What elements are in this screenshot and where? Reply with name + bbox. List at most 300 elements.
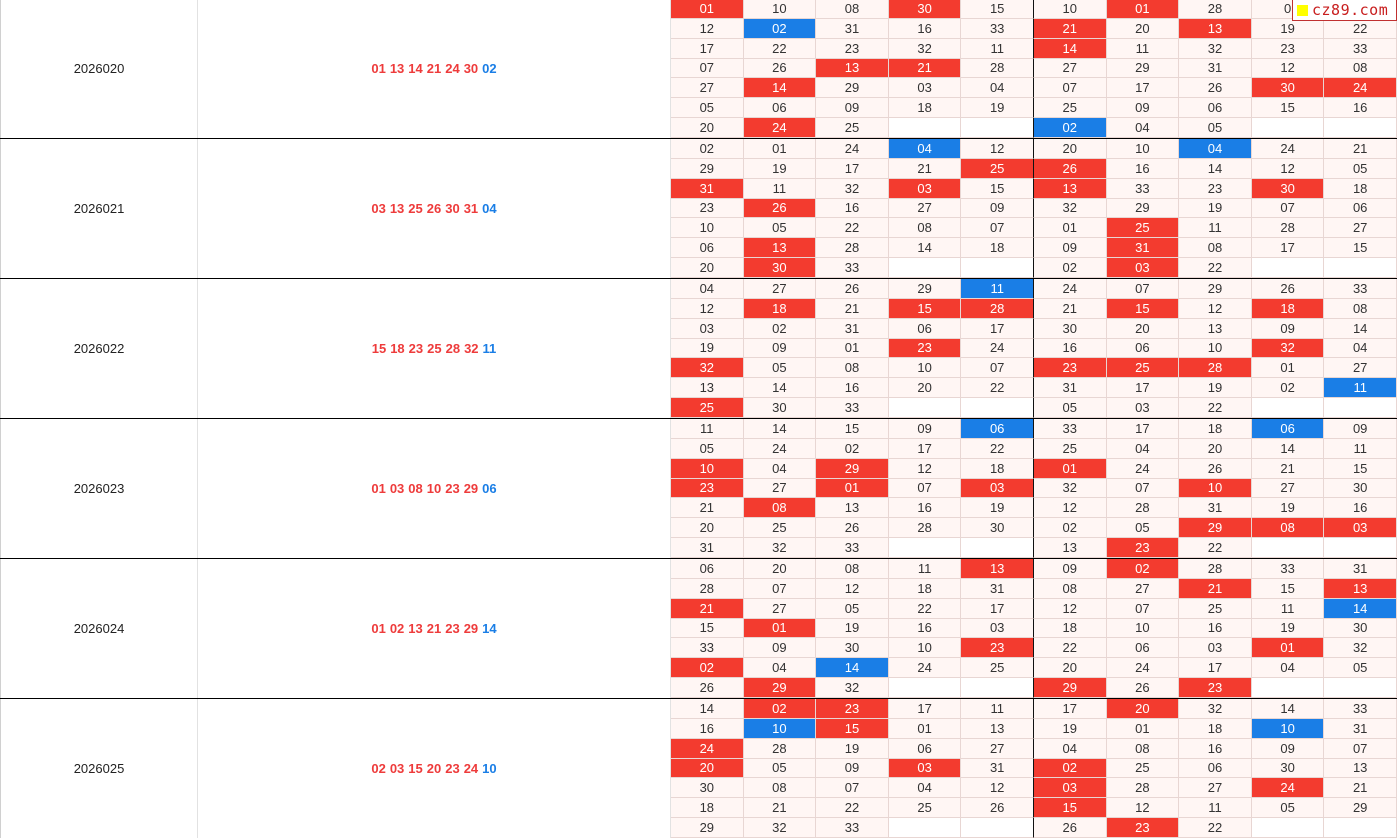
red-ball-number: 30 bbox=[463, 61, 479, 76]
grid-cell-red-hit: 18 bbox=[1252, 299, 1325, 319]
grid-cell: 27 bbox=[961, 739, 1034, 759]
grid-cell: 01 bbox=[1252, 358, 1325, 378]
grid-cell: 12 bbox=[1252, 59, 1325, 79]
grid-cell-red-hit: 13 bbox=[1034, 179, 1107, 199]
grid-cell: 31 bbox=[1034, 378, 1107, 398]
grid-cell-red-hit: 02 bbox=[744, 699, 817, 719]
red-ball-number: 18 bbox=[390, 341, 405, 356]
grid-cell: 09 bbox=[1034, 238, 1107, 258]
grid-cell bbox=[961, 398, 1034, 418]
grid-cell: 30 bbox=[1324, 479, 1397, 499]
grid-cell: 24 bbox=[889, 658, 962, 678]
grid-cell: 14 bbox=[671, 699, 744, 719]
grid-cell: 19 bbox=[1252, 498, 1325, 518]
grid-cell: 05 bbox=[744, 759, 817, 779]
grid-cell: 05 bbox=[1324, 658, 1397, 678]
grid-cell-red-hit: 13 bbox=[961, 559, 1034, 579]
period-row bbox=[0, 699, 1397, 838]
grid-cell: 17 bbox=[961, 319, 1034, 339]
grid-cell: 28 bbox=[1179, 559, 1252, 579]
grid-cell: 19 bbox=[671, 339, 744, 359]
grid-cell-red-hit: 01 bbox=[1252, 638, 1325, 658]
grid-cell: 30 bbox=[961, 518, 1034, 538]
grid-cell: 26 bbox=[816, 279, 889, 299]
grid-cell: 31 bbox=[961, 579, 1034, 599]
draw-numbers bbox=[198, 279, 671, 418]
grid-cell: 22 bbox=[1179, 538, 1252, 558]
grid-cell: 27 bbox=[1179, 778, 1252, 798]
grid-cell-red-hit: 15 bbox=[1107, 299, 1180, 319]
grid-cell: 24 bbox=[1252, 139, 1325, 159]
grid-cell: 28 bbox=[1252, 218, 1325, 238]
grid-cell: 02 bbox=[1252, 378, 1325, 398]
grid-cell: 08 bbox=[1107, 739, 1180, 759]
grid-cell: 08 bbox=[1324, 299, 1397, 319]
grid-cell: 17 bbox=[889, 699, 962, 719]
grid-cell: 27 bbox=[1107, 579, 1180, 599]
grid-cell: 10 bbox=[1107, 619, 1180, 639]
grid-cell: 09 bbox=[1034, 559, 1107, 579]
red-ball-number: 24 bbox=[463, 761, 479, 776]
grid-cell: 24 bbox=[744, 439, 817, 459]
grid-cell: 21 bbox=[816, 299, 889, 319]
grid-cell: 29 bbox=[1324, 798, 1397, 818]
grid-cell: 11 bbox=[1179, 798, 1252, 818]
grid-cell: 20 bbox=[1179, 439, 1252, 459]
grid-cell: 23 bbox=[671, 199, 744, 219]
grid-cell: 04 bbox=[1107, 118, 1180, 138]
grid-cell-red-hit: 20 bbox=[1107, 699, 1180, 719]
grid-cell: 29 bbox=[671, 159, 744, 179]
grid-cell-red-hit: 25 bbox=[671, 398, 744, 418]
grid-cell bbox=[1252, 678, 1325, 698]
grid-cell: 26 bbox=[1034, 818, 1107, 838]
grid-cell: 18 bbox=[961, 238, 1034, 258]
grid-cell: 14 bbox=[1179, 159, 1252, 179]
grid-cell: 27 bbox=[1034, 59, 1107, 79]
grid-cell bbox=[961, 118, 1034, 138]
grid-cell: 12 bbox=[816, 579, 889, 599]
grid-cell-red-hit: 02 bbox=[671, 658, 744, 678]
grid-cell: 06 bbox=[889, 319, 962, 339]
grid-cell: 17 bbox=[1107, 378, 1180, 398]
grid-cell-red-hit: 28 bbox=[961, 299, 1034, 319]
grid-cell: 06 bbox=[671, 238, 744, 258]
period-row bbox=[0, 0, 1397, 139]
grid-cell: 22 bbox=[961, 378, 1034, 398]
grid-cell: 28 bbox=[671, 579, 744, 599]
red-ball-number: 25 bbox=[427, 341, 442, 356]
grid-cell bbox=[1252, 258, 1325, 278]
grid-cell: 12 bbox=[889, 459, 962, 479]
grid-cell: 04 bbox=[1324, 339, 1397, 359]
grid-cell-red-hit: 01 bbox=[744, 619, 817, 639]
grid-cell: 04 bbox=[671, 279, 744, 299]
grid-cell: 16 bbox=[816, 378, 889, 398]
grid-cell: 12 bbox=[671, 19, 744, 39]
grid-cell: 08 bbox=[744, 778, 817, 798]
grid-cell-red-hit: 29 bbox=[1034, 678, 1107, 698]
grid-cell: 16 bbox=[889, 619, 962, 639]
grid-cell: 33 bbox=[816, 258, 889, 278]
grid-cell bbox=[1252, 398, 1325, 418]
grid-cell: 15 bbox=[961, 179, 1034, 199]
grid-cell: 10 bbox=[1107, 139, 1180, 159]
grid-cell-red-hit: 31 bbox=[671, 179, 744, 199]
grid-cell: 31 bbox=[1324, 559, 1397, 579]
grid-cell: 22 bbox=[961, 439, 1034, 459]
grid-cell-blue-hit: 11 bbox=[1324, 378, 1397, 398]
grid-cell bbox=[961, 818, 1034, 838]
grid-cell-red-hit: 02 bbox=[1107, 559, 1180, 579]
red-ball-number: 08 bbox=[408, 481, 423, 496]
draw-numbers bbox=[198, 419, 671, 558]
grid-cell: 11 bbox=[889, 559, 962, 579]
grid-cell: 29 bbox=[816, 78, 889, 98]
grid-cell-red-hit: 25 bbox=[1107, 358, 1180, 378]
red-ball-number: 31 bbox=[463, 201, 479, 216]
grid-cell-red-hit: 23 bbox=[1034, 358, 1107, 378]
grid-cell-red-hit: 20 bbox=[671, 759, 744, 779]
grid-cell: 21 bbox=[1324, 778, 1397, 798]
grid-cell: 05 bbox=[1179, 118, 1252, 138]
grid-cell: 03 bbox=[671, 319, 744, 339]
grid-cell: 09 bbox=[816, 759, 889, 779]
grid-cell-red-hit: 23 bbox=[1179, 678, 1252, 698]
grid-cell bbox=[961, 258, 1034, 278]
grid-cell-red-hit: 30 bbox=[744, 258, 817, 278]
grid-cell: 30 bbox=[1324, 619, 1397, 639]
red-ball-number: 29 bbox=[463, 621, 479, 636]
grid-cell-blue-hit: 02 bbox=[744, 19, 817, 39]
grid-cell: 05 bbox=[744, 218, 817, 238]
grid-cell: 05 bbox=[816, 599, 889, 619]
grid-cell: 13 bbox=[1034, 538, 1107, 558]
blue-ball-number: 11 bbox=[482, 341, 497, 356]
grid-cell bbox=[889, 818, 962, 838]
grid-cell: 0 bbox=[1252, 0, 1325, 19]
grid-cell: 09 bbox=[889, 419, 962, 439]
grid-cell: 19 bbox=[1179, 378, 1252, 398]
grid-cell: 31 bbox=[1324, 719, 1397, 739]
number-grid bbox=[671, 139, 1397, 278]
grid-cell-red-hit: 26 bbox=[744, 199, 817, 219]
grid-cell-blue-hit: 14 bbox=[1324, 599, 1397, 619]
grid-cell: 23 bbox=[816, 39, 889, 59]
blue-ball-number: 04 bbox=[482, 201, 497, 216]
grid-cell bbox=[1252, 538, 1325, 558]
grid-cell: 19 bbox=[744, 159, 817, 179]
grid-cell bbox=[1324, 398, 1397, 418]
grid-cell: 19 bbox=[816, 739, 889, 759]
grid-cell: 16 bbox=[1324, 498, 1397, 518]
grid-cell: 10 bbox=[1034, 0, 1107, 19]
red-ball-number: 23 bbox=[445, 621, 460, 636]
grid-cell: 15 bbox=[1324, 459, 1397, 479]
grid-cell: 25 bbox=[1034, 98, 1107, 118]
grid-cell: 11 bbox=[1252, 599, 1325, 619]
grid-cell: 28 bbox=[889, 518, 962, 538]
grid-cell: 04 bbox=[1107, 439, 1180, 459]
grid-cell bbox=[1252, 818, 1325, 838]
grid-cell: 22 bbox=[816, 798, 889, 818]
grid-cell: 16 bbox=[816, 199, 889, 219]
grid-cell: 13 bbox=[1324, 759, 1397, 779]
grid-cell-red-hit: 21 bbox=[889, 59, 962, 79]
red-ball-number: 15 bbox=[408, 761, 423, 776]
grid-cell: 33 bbox=[816, 398, 889, 418]
grid-cell-red-hit: 15 bbox=[816, 719, 889, 739]
grid-cell-red-hit: 03 bbox=[889, 179, 962, 199]
grid-cell: 24 bbox=[816, 139, 889, 159]
grid-cell: 28 bbox=[1179, 0, 1252, 19]
grid-cell: 27 bbox=[1324, 218, 1397, 238]
red-ball-number: 10 bbox=[426, 481, 442, 496]
grid-cell: 04 bbox=[961, 78, 1034, 98]
grid-cell: 12 bbox=[1107, 798, 1180, 818]
grid-cell: 02 bbox=[671, 139, 744, 159]
site-logo[interactable] bbox=[1292, 0, 1397, 21]
grid-cell bbox=[1324, 118, 1397, 138]
grid-cell: 12 bbox=[1034, 498, 1107, 518]
grid-cell: 15 bbox=[671, 619, 744, 639]
grid-cell-red-hit: 24 bbox=[671, 739, 744, 759]
grid-cell: 27 bbox=[744, 479, 817, 499]
red-ball-number: 03 bbox=[389, 761, 405, 776]
grid-cell-red-hit: 32 bbox=[1252, 339, 1325, 359]
grid-cell-red-hit: 31 bbox=[1107, 238, 1180, 258]
grid-cell: 32 bbox=[744, 818, 817, 838]
grid-cell: 11 bbox=[1324, 439, 1397, 459]
grid-cell: 02 bbox=[744, 319, 817, 339]
grid-cell: 27 bbox=[671, 78, 744, 98]
grid-cell: 33 bbox=[1252, 559, 1325, 579]
grid-cell: 33 bbox=[1107, 179, 1180, 199]
grid-cell: 15 bbox=[1252, 579, 1325, 599]
grid-cell: 30 bbox=[816, 638, 889, 658]
grid-cell: 29 bbox=[671, 818, 744, 838]
grid-cell: 07 bbox=[1107, 279, 1180, 299]
blue-ball-number: 14 bbox=[482, 621, 497, 636]
grid-cell: 17 bbox=[889, 439, 962, 459]
red-ball-number: 21 bbox=[426, 61, 442, 76]
grid-cell: 07 bbox=[889, 479, 962, 499]
grid-cell: 15 bbox=[1252, 98, 1325, 118]
grid-cell bbox=[961, 678, 1034, 698]
grid-cell: 32 bbox=[816, 678, 889, 698]
grid-cell: 07 bbox=[1107, 479, 1180, 499]
grid-cell: 09 bbox=[1324, 419, 1397, 439]
grid-cell: 08 bbox=[816, 0, 889, 19]
blue-ball-number: 06 bbox=[482, 481, 497, 496]
grid-cell: 26 bbox=[671, 678, 744, 698]
grid-cell: 16 bbox=[1179, 619, 1252, 639]
grid-cell: 09 bbox=[961, 199, 1034, 219]
grid-cell-red-hit: 10 bbox=[1179, 479, 1252, 499]
grid-cell: 11 bbox=[744, 179, 817, 199]
grid-cell-red-hit: 13 bbox=[1324, 579, 1397, 599]
grid-cell bbox=[961, 538, 1034, 558]
grid-cell: 03 bbox=[889, 78, 962, 98]
grid-cell: 19 bbox=[1252, 19, 1325, 39]
draw-numbers bbox=[198, 0, 671, 138]
grid-cell: 32 bbox=[1179, 39, 1252, 59]
grid-cell: 31 bbox=[816, 19, 889, 39]
grid-cell: 26 bbox=[1179, 459, 1252, 479]
grid-cell-blue-hit: 06 bbox=[1252, 419, 1325, 439]
grid-cell-red-hit: 21 bbox=[1034, 19, 1107, 39]
grid-cell: 05 bbox=[671, 439, 744, 459]
grid-cell: 12 bbox=[961, 778, 1034, 798]
grid-cell: 20 bbox=[1034, 658, 1107, 678]
grid-cell-red-hit: 23 bbox=[671, 479, 744, 499]
grid-cell: 02 bbox=[1034, 258, 1107, 278]
grid-cell: 05 bbox=[1107, 518, 1180, 538]
grid-cell bbox=[1324, 818, 1397, 838]
grid-cell: 03 bbox=[1179, 638, 1252, 658]
grid-cell: 17 bbox=[961, 599, 1034, 619]
grid-cell: 09 bbox=[1107, 98, 1180, 118]
grid-cell: 31 bbox=[1179, 59, 1252, 79]
grid-cell: 24 bbox=[1034, 279, 1107, 299]
grid-cell: 29 bbox=[1107, 199, 1180, 219]
logo-square-icon bbox=[1297, 5, 1308, 16]
grid-cell: 22 bbox=[889, 599, 962, 619]
grid-cell: 22 bbox=[744, 39, 817, 59]
grid-cell: 18 bbox=[889, 98, 962, 118]
number-grid bbox=[671, 559, 1397, 698]
grid-cell-red-hit: 18 bbox=[744, 299, 817, 319]
grid-cell-red-hit: 03 bbox=[1107, 258, 1180, 278]
grid-cell: 19 bbox=[1252, 619, 1325, 639]
grid-cell: 21 bbox=[1034, 299, 1107, 319]
grid-cell: 12 bbox=[1034, 599, 1107, 619]
red-ball-number: 15 bbox=[371, 341, 387, 356]
grid-cell: 01 bbox=[744, 139, 817, 159]
number-grid bbox=[671, 0, 1397, 138]
grid-cell: 10 bbox=[1179, 339, 1252, 359]
red-ball-number: 13 bbox=[389, 201, 405, 216]
grid-cell: 33 bbox=[1324, 39, 1397, 59]
grid-cell: 06 bbox=[1324, 199, 1397, 219]
grid-cell-red-hit: 14 bbox=[744, 78, 817, 98]
grid-cell-red-hit: 29 bbox=[1179, 518, 1252, 538]
grid-cell: 06 bbox=[1179, 98, 1252, 118]
grid-cell: 25 bbox=[889, 798, 962, 818]
grid-cell: 18 bbox=[1324, 179, 1397, 199]
grid-cell: 16 bbox=[1107, 159, 1180, 179]
period-row bbox=[0, 419, 1397, 559]
grid-cell-red-hit: 03 bbox=[889, 759, 962, 779]
grid-cell-red-hit: 21 bbox=[1179, 579, 1252, 599]
grid-cell: 17 bbox=[1179, 658, 1252, 678]
grid-cell: 32 bbox=[1324, 638, 1397, 658]
grid-cell-blue-hit: 02 bbox=[1034, 118, 1107, 138]
red-ball-number: 02 bbox=[371, 761, 386, 776]
red-ball-number: 01 bbox=[371, 61, 386, 76]
grid-cell: 30 bbox=[1034, 319, 1107, 339]
grid-cell: 05 bbox=[1324, 159, 1397, 179]
grid-cell: 07 bbox=[816, 778, 889, 798]
grid-cell: 27 bbox=[1252, 479, 1325, 499]
grid-cell: 24 bbox=[961, 339, 1034, 359]
grid-cell-red-hit: 26 bbox=[1034, 159, 1107, 179]
grid-cell-red-hit: 29 bbox=[816, 459, 889, 479]
grid-cell: 20 bbox=[1107, 319, 1180, 339]
grid-cell-red-hit: 01 bbox=[671, 0, 744, 19]
grid-cell: 33 bbox=[1324, 279, 1397, 299]
grid-cell: 21 bbox=[1252, 459, 1325, 479]
grid-cell: 06 bbox=[889, 739, 962, 759]
period-row bbox=[0, 139, 1397, 279]
grid-cell: 17 bbox=[1107, 419, 1180, 439]
grid-cell: 31 bbox=[1179, 498, 1252, 518]
grid-cell: 26 bbox=[744, 59, 817, 79]
grid-cell-red-hit: 14 bbox=[1034, 39, 1107, 59]
grid-cell: 27 bbox=[744, 599, 817, 619]
grid-cell-red-hit: 29 bbox=[744, 678, 817, 698]
grid-cell: 08 bbox=[1179, 238, 1252, 258]
grid-cell: 26 bbox=[1179, 78, 1252, 98]
grid-cell-red-hit: 30 bbox=[1252, 179, 1325, 199]
red-ball-number: 03 bbox=[371, 201, 386, 216]
grid-cell-blue-hit: 04 bbox=[889, 139, 962, 159]
grid-cell: 22 bbox=[1179, 398, 1252, 418]
grid-cell: 11 bbox=[1179, 218, 1252, 238]
grid-cell: 26 bbox=[1107, 678, 1180, 698]
grid-cell: 06 bbox=[1107, 339, 1180, 359]
grid-cell-red-hit: 21 bbox=[671, 599, 744, 619]
grid-cell bbox=[889, 398, 962, 418]
grid-cell: 03 bbox=[961, 619, 1034, 639]
grid-cell: 18 bbox=[1179, 419, 1252, 439]
grid-cell-red-hit: 23 bbox=[961, 638, 1034, 658]
grid-cell: 14 bbox=[744, 378, 817, 398]
grid-cell: 27 bbox=[744, 279, 817, 299]
grid-cell-red-hit: 25 bbox=[1107, 218, 1180, 238]
red-ball-number: 30 bbox=[445, 201, 460, 216]
grid-cell-red-hit: 30 bbox=[1252, 78, 1325, 98]
red-ball-number: 20 bbox=[426, 761, 442, 776]
grid-cell: 20 bbox=[1107, 19, 1180, 39]
draw-numbers bbox=[198, 699, 671, 838]
grid-cell-blue-hit: 14 bbox=[816, 658, 889, 678]
grid-cell: 31 bbox=[671, 538, 744, 558]
grid-cell: 25 bbox=[1034, 439, 1107, 459]
red-ball-number: 13 bbox=[389, 61, 405, 76]
grid-cell: 08 bbox=[1324, 59, 1397, 79]
grid-cell: 21 bbox=[889, 159, 962, 179]
grid-cell: 30 bbox=[1252, 759, 1325, 779]
grid-cell-red-hit: 01 bbox=[1107, 0, 1180, 19]
number-grid bbox=[671, 699, 1397, 838]
grid-cell-red-hit: 15 bbox=[1034, 798, 1107, 818]
grid-cell: 19 bbox=[961, 498, 1034, 518]
grid-cell: 23 bbox=[1252, 39, 1325, 59]
grid-cell: 06 bbox=[671, 559, 744, 579]
grid-cell: 30 bbox=[744, 398, 817, 418]
grid-cell: 06 bbox=[1179, 759, 1252, 779]
grid-cell: 22 bbox=[1034, 638, 1107, 658]
grid-cell: 16 bbox=[671, 719, 744, 739]
grid-cell: 05 bbox=[744, 358, 817, 378]
grid-cell: 16 bbox=[1324, 98, 1397, 118]
grid-cell: 20 bbox=[889, 378, 962, 398]
grid-cell: 28 bbox=[744, 739, 817, 759]
red-ball-number: 23 bbox=[408, 341, 424, 356]
grid-cell bbox=[1252, 118, 1325, 138]
red-ball-number: 01 bbox=[371, 621, 386, 636]
